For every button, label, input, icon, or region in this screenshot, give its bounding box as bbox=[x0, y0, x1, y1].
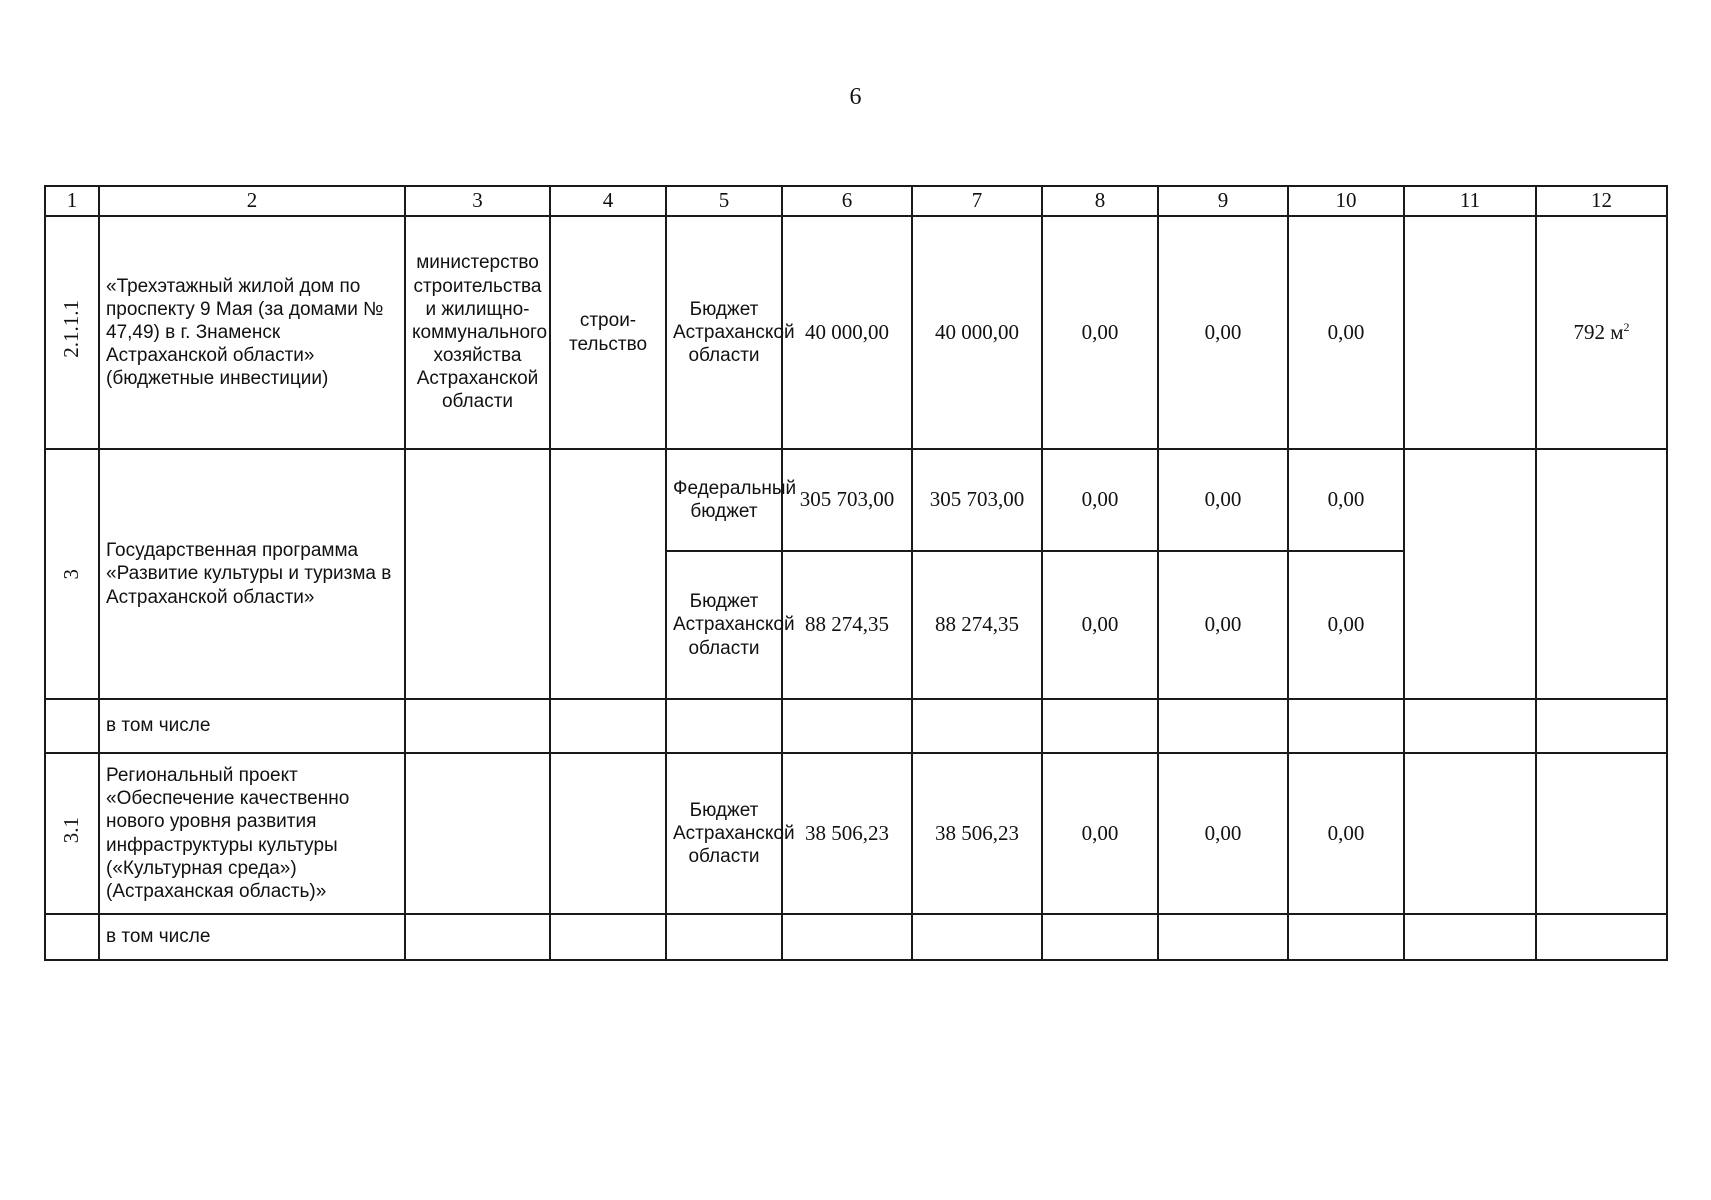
object-name-cell: в том числе bbox=[99, 914, 405, 960]
value-cell: 0,00 bbox=[1288, 753, 1404, 914]
executor-cell bbox=[405, 449, 550, 699]
column-number: 7 bbox=[912, 186, 1042, 216]
executor-cell bbox=[405, 753, 550, 914]
value-cell bbox=[1158, 914, 1288, 960]
value-cell bbox=[1042, 914, 1158, 960]
value-cell bbox=[782, 914, 912, 960]
value-cell: 305 703,00 bbox=[782, 449, 912, 551]
object-name-cell: Региональный проект «Обеспечение качественно нового уровня развития инфраструктуры культуры («Культурная среда») (Астраханская область)» bbox=[99, 753, 405, 914]
row-number-cell bbox=[45, 449, 99, 699]
column-number: 1 bbox=[45, 186, 99, 216]
value-cell: 38 506,23 bbox=[912, 753, 1042, 914]
row-number-cell bbox=[45, 914, 99, 960]
table-row bbox=[45, 699, 1667, 753]
object-name-cell: в том числе bbox=[99, 699, 405, 753]
value-cell: 0,00 bbox=[1158, 753, 1288, 914]
value-cell bbox=[1404, 216, 1536, 449]
column-number: 12 bbox=[1536, 186, 1667, 216]
capacity-value: 792 м bbox=[1573, 319, 1624, 344]
capacity-cell bbox=[1536, 216, 1667, 449]
row-number: 3 bbox=[59, 569, 84, 580]
column-number: 8 bbox=[1042, 186, 1158, 216]
work-type-cell bbox=[550, 449, 666, 699]
capacity-cell bbox=[1536, 753, 1667, 914]
value-cell: 0,00 bbox=[1042, 449, 1158, 551]
value-cell bbox=[1288, 914, 1404, 960]
value-cell: 0,00 bbox=[1158, 551, 1288, 699]
table-row bbox=[45, 449, 1667, 551]
capacity-cell bbox=[1536, 699, 1667, 753]
value-cell bbox=[1404, 753, 1536, 914]
value-cell bbox=[1042, 699, 1158, 753]
value-cell: 305 703,00 bbox=[912, 449, 1042, 551]
column-number: 4 bbox=[550, 186, 666, 216]
capacity-unit-exponent: 2 bbox=[1623, 319, 1630, 334]
value-cell: 0,00 bbox=[1288, 449, 1404, 551]
work-type-cell bbox=[550, 753, 666, 914]
row-number: 3.1 bbox=[59, 817, 84, 844]
column-number-row bbox=[45, 186, 1667, 216]
funding-source-cell: Бюджет Астраханской области bbox=[666, 753, 782, 914]
object-name-cell: «Трехэтажный жилой дом по проспекту 9 Мая (за домами № 47,49) в г. Знаменск Астраханской области» (бюджетные инвестиции) bbox=[99, 216, 405, 449]
value-cell bbox=[1404, 914, 1536, 960]
value-cell: 0,00 bbox=[1042, 753, 1158, 914]
value-cell bbox=[1288, 699, 1404, 753]
value-cell: 0,00 bbox=[1158, 216, 1288, 449]
column-number: 10 bbox=[1288, 186, 1404, 216]
capacity-cell bbox=[1536, 914, 1667, 960]
value-cell: 0,00 bbox=[1042, 551, 1158, 699]
page-number: 6 bbox=[849, 84, 862, 110]
value-cell bbox=[912, 914, 1042, 960]
value-cell bbox=[1404, 449, 1536, 699]
funding-source-cell: Бюджет Астраханской области bbox=[666, 216, 782, 449]
row-number-cell bbox=[45, 699, 99, 753]
column-number: 3 bbox=[405, 186, 550, 216]
work-type-cell bbox=[550, 914, 666, 960]
funding-source-cell bbox=[666, 699, 782, 753]
value-cell bbox=[1158, 699, 1288, 753]
executor-cell bbox=[405, 699, 550, 753]
column-number: 5 bbox=[666, 186, 782, 216]
value-cell: 88 274,35 bbox=[782, 551, 912, 699]
funding-source-cell bbox=[666, 914, 782, 960]
capacity-cell bbox=[1536, 449, 1667, 699]
table-row bbox=[45, 914, 1667, 960]
value-cell: 88 274,35 bbox=[912, 551, 1042, 699]
value-cell: 0,00 bbox=[1288, 216, 1404, 449]
column-number: 11 bbox=[1404, 186, 1536, 216]
table-row bbox=[45, 753, 1667, 914]
value-cell: 40 000,00 bbox=[912, 216, 1042, 449]
budget-table bbox=[44, 185, 1668, 961]
value-cell bbox=[1404, 699, 1536, 753]
value-cell: 0,00 bbox=[1288, 551, 1404, 699]
value-cell: 0,00 bbox=[1158, 449, 1288, 551]
table-row bbox=[45, 216, 1667, 449]
value-cell: 0,00 bbox=[1042, 216, 1158, 449]
row-number-cell bbox=[45, 216, 99, 449]
column-number: 9 bbox=[1158, 186, 1288, 216]
object-name-cell: Государственная программа «Развитие культуры и туризма в Астраханской области» bbox=[99, 449, 405, 699]
column-number: 2 bbox=[99, 186, 405, 216]
row-number-cell bbox=[45, 753, 99, 914]
funding-source-cell: Федеральный бюджет bbox=[666, 449, 782, 551]
executor-cell: министерство строительства и жилищно-коммунального хозяйства Астраханской области bbox=[405, 216, 550, 449]
work-type-cell bbox=[550, 699, 666, 753]
value-cell bbox=[782, 699, 912, 753]
row-number: 2.1.1.1 bbox=[59, 300, 84, 359]
value-cell bbox=[912, 699, 1042, 753]
funding-source-cell: Бюджет Астраханской области bbox=[666, 551, 782, 699]
work-type-cell: строи-тельство bbox=[550, 216, 666, 449]
column-number: 6 bbox=[782, 186, 912, 216]
value-cell: 38 506,23 bbox=[782, 753, 912, 914]
executor-cell bbox=[405, 914, 550, 960]
value-cell: 40 000,00 bbox=[782, 216, 912, 449]
